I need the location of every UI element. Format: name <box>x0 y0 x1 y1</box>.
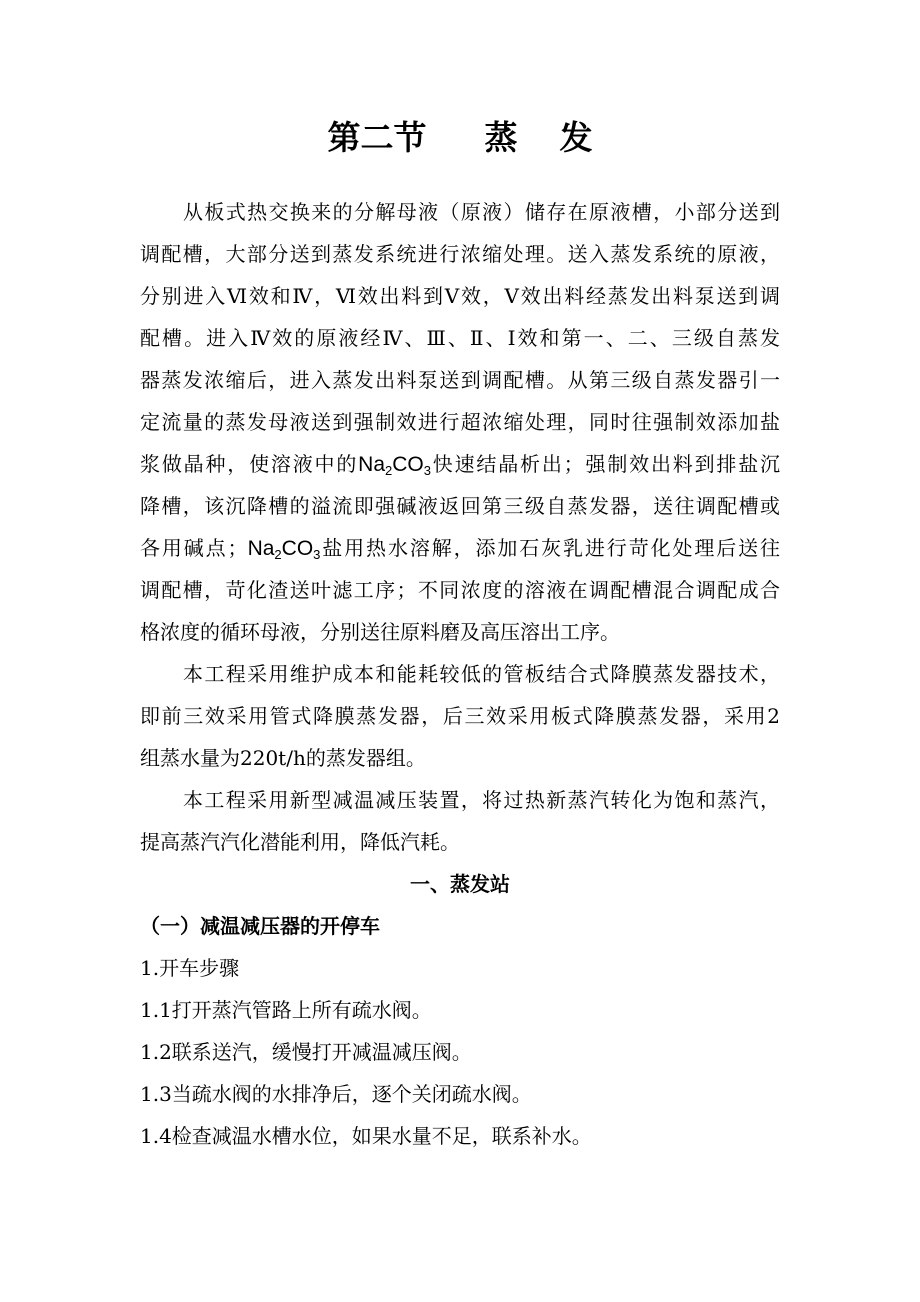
formula-part: CO <box>392 453 424 476</box>
paragraph-line: 本工程采用新型减温减压装置，将过热新蒸汽转化为饱和蒸汽， <box>183 788 780 812</box>
step-item: 1.3当疏水阀的水排净后，逐个关闭疏水阀。 <box>140 1082 532 1106</box>
page-title <box>0 112 920 159</box>
text: 快速结晶析出；强制效出料到排盐沉 <box>430 452 781 476</box>
step-item: 1.1打开蒸汽管路上所有疏水阀。 <box>140 998 432 1022</box>
paragraph-line: 从板式热交换来的分解母液（原液）储存在原液槽，小部分送到 <box>183 200 780 224</box>
paragraph-line: 降槽，该沉降槽的溢流即强碱液返回第三级自蒸发器，送往调配槽或 <box>140 494 780 518</box>
paragraph-line: 调配槽，大部分送到蒸发系统进行浓缩处理。送入蒸发系统的原液， <box>140 242 780 266</box>
text: 各用碱点； <box>140 536 248 560</box>
title-section-number: 第二节 <box>327 118 427 157</box>
subsection-heading: （一）减温减压器的开停车 <box>140 914 380 938</box>
paragraph-line: 组蒸水量为220t/h的蒸发器组。 <box>140 746 426 770</box>
title-word-1: 蒸 <box>484 118 518 157</box>
paragraph-line <box>140 527 780 569</box>
paragraph-line: 格浓度的循环母液，分别送往原料磨及高压溶出工序。 <box>140 620 620 644</box>
paragraph-line: 器蒸发浓缩后，进入蒸发出料泵送到调配槽。从第三级自蒸发器引一 <box>140 368 780 392</box>
formula-part: Na <box>247 537 275 560</box>
formula-subscript: 2 <box>274 547 282 562</box>
formula-subscript: 2 <box>385 463 393 478</box>
chemical-formula <box>248 537 321 560</box>
section-heading: 一、蒸发站 <box>410 872 510 896</box>
title-word-2: 发 <box>559 118 593 157</box>
paragraph-line: 分别进入Ⅵ效和Ⅳ，Ⅵ效出料到Ⅴ效，Ⅴ效出料经蒸发出料泵送到调 <box>140 284 780 308</box>
paragraph-line <box>140 443 780 485</box>
step-item: 1.开车步骤 <box>140 956 240 980</box>
text: 盐用热水溶解，添加石灰乳进行苛化处理后送往 <box>320 536 781 560</box>
text: 浆做晶种，使溶液中的 <box>140 452 359 476</box>
paragraph-line: 配槽。进入Ⅳ效的原液经Ⅳ、Ⅲ、Ⅱ、Ⅰ效和第一、二、三级自蒸发 <box>140 326 780 350</box>
paragraph-line: 调配槽，苛化渣送叶滤工序；不同浓度的溶液在调配槽混合调配成合 <box>140 578 780 602</box>
chemical-formula <box>358 453 431 476</box>
formula-part: CO <box>281 537 314 560</box>
paragraph-line: 本工程采用维护成本和能耗较低的管板结合式降膜蒸发器技术， <box>183 662 780 686</box>
step-item: 1.2联系送汽，缓慢打开减温减压阀。 <box>140 1040 472 1064</box>
formula-subscript: 3 <box>313 547 321 562</box>
formula-subscript: 3 <box>423 463 431 478</box>
step-item: 1.4检查减温水槽水位，如果水量不足，联系补水。 <box>140 1124 592 1148</box>
formula-part: Na <box>358 453 386 476</box>
paragraph-line: 提高蒸汽汽化潜能利用，降低汽耗。 <box>140 830 460 854</box>
paragraph-line: 定流量的蒸发母液送到强制效进行超浓缩处理，同时往强制效添加盐 <box>140 410 780 434</box>
document-body <box>140 191 780 1157</box>
paragraph-line: 即前三效采用管式降膜蒸发器，后三效采用板式降膜蒸发器，采用2 <box>140 704 780 728</box>
